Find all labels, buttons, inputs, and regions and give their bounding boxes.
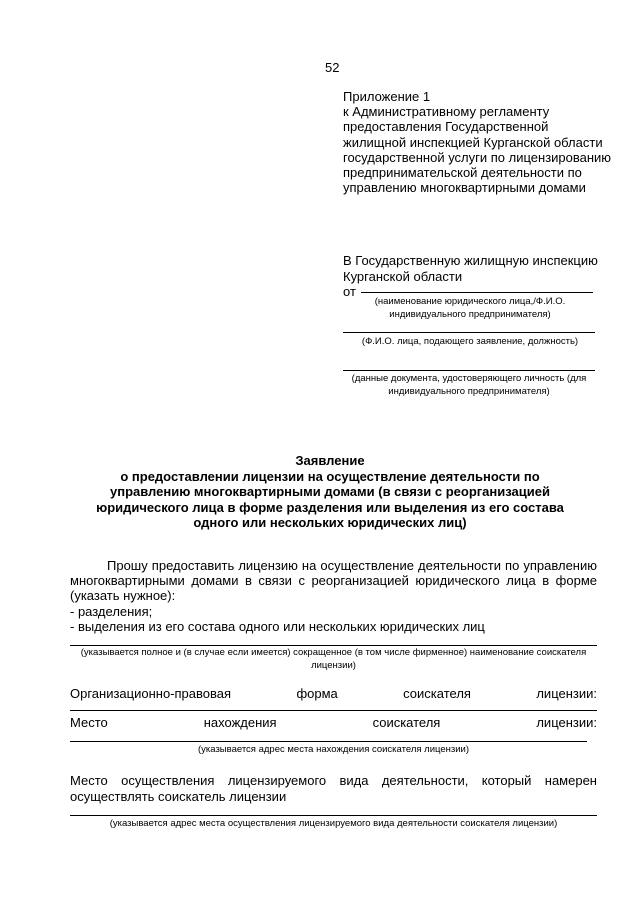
option-separation: - разделения; (70, 603, 153, 619)
addressee-from-label: от (343, 284, 356, 299)
legal-form-word-2: форма (296, 686, 338, 701)
option-spin-off: - выделения из его состава одного или нескольких юридических лиц (70, 618, 485, 634)
activity-place-text: Место осуществления лицензируемого вида деятельности, который намерен осуществлять соискатель лицензии (70, 773, 597, 804)
location-word-3: соискателя (372, 715, 441, 730)
caption-applicant-full-name: (указывается полное и (в случае если имеется) сокращенное (в том числе фирменное) наименование соискателя лицензии) (80, 647, 587, 671)
caption-signer: (Ф.И.О. лица, подающего заявление, должность) (361, 336, 579, 347)
legal-form-word-1: Организационно-правовая (70, 686, 232, 701)
location-word-1: Место (70, 715, 108, 730)
document-line (343, 370, 595, 371)
signer-line (343, 332, 595, 333)
request-paragraph: Прошу предоставить лицензию на осуществление деятельности по управлению многоквартирными домами в связи с реорганизацией юридического лица в форме (указать нужное): (70, 558, 597, 604)
caption-applicant-name: (наименование юридического лица,/Ф.И.О. индивидуального предпринимателя) (374, 296, 566, 320)
legal-form-word-4: лицензии: (536, 686, 597, 701)
request-body (70, 558, 597, 634)
title-heading: Заявление (295, 453, 365, 468)
caption-location-address: (указывается адрес места нахождения соискателя лицензии) (197, 744, 469, 755)
caption-activity-address: (указывается адрес места осуществления лицензируемого вида деятельности соискателя лицензии) (109, 818, 558, 829)
location-row (70, 715, 597, 730)
appendix-header (343, 89, 613, 195)
activity-place-line (70, 815, 597, 816)
legal-form-word-3: соискателя (403, 686, 471, 701)
addressee-to: В Государственную жилищную инспекцию Курганской области (343, 253, 598, 284)
location-line (70, 741, 587, 742)
location-word-4: лицензии: (536, 715, 597, 730)
appendix-title: Приложение 1 (343, 89, 431, 104)
legal-form-line (70, 710, 597, 711)
document-title (80, 453, 580, 531)
legal-form-row (70, 686, 597, 701)
caption-document: (данные документа, удостоверяющего личность (для индивидуального предпринимателя) (351, 373, 587, 397)
title-subject: о предоставлении лицензии на осуществление деятельности по управлению многоквартирными домами (в связи с реорганизацией юридического лица в форме разделения или выделения из его состава одного или нескольких юридических лиц) (96, 468, 564, 531)
location-word-2: нахождения (203, 715, 277, 730)
appendix-text: к Административному регламенту предоставления Государственной жилищной инспекцией Курганской области государственной услуги по лицензированию предпринимательской деятельности по управлению многоквартирными домами (343, 104, 612, 196)
page-number: 52 (325, 60, 340, 75)
from-line (361, 292, 593, 293)
